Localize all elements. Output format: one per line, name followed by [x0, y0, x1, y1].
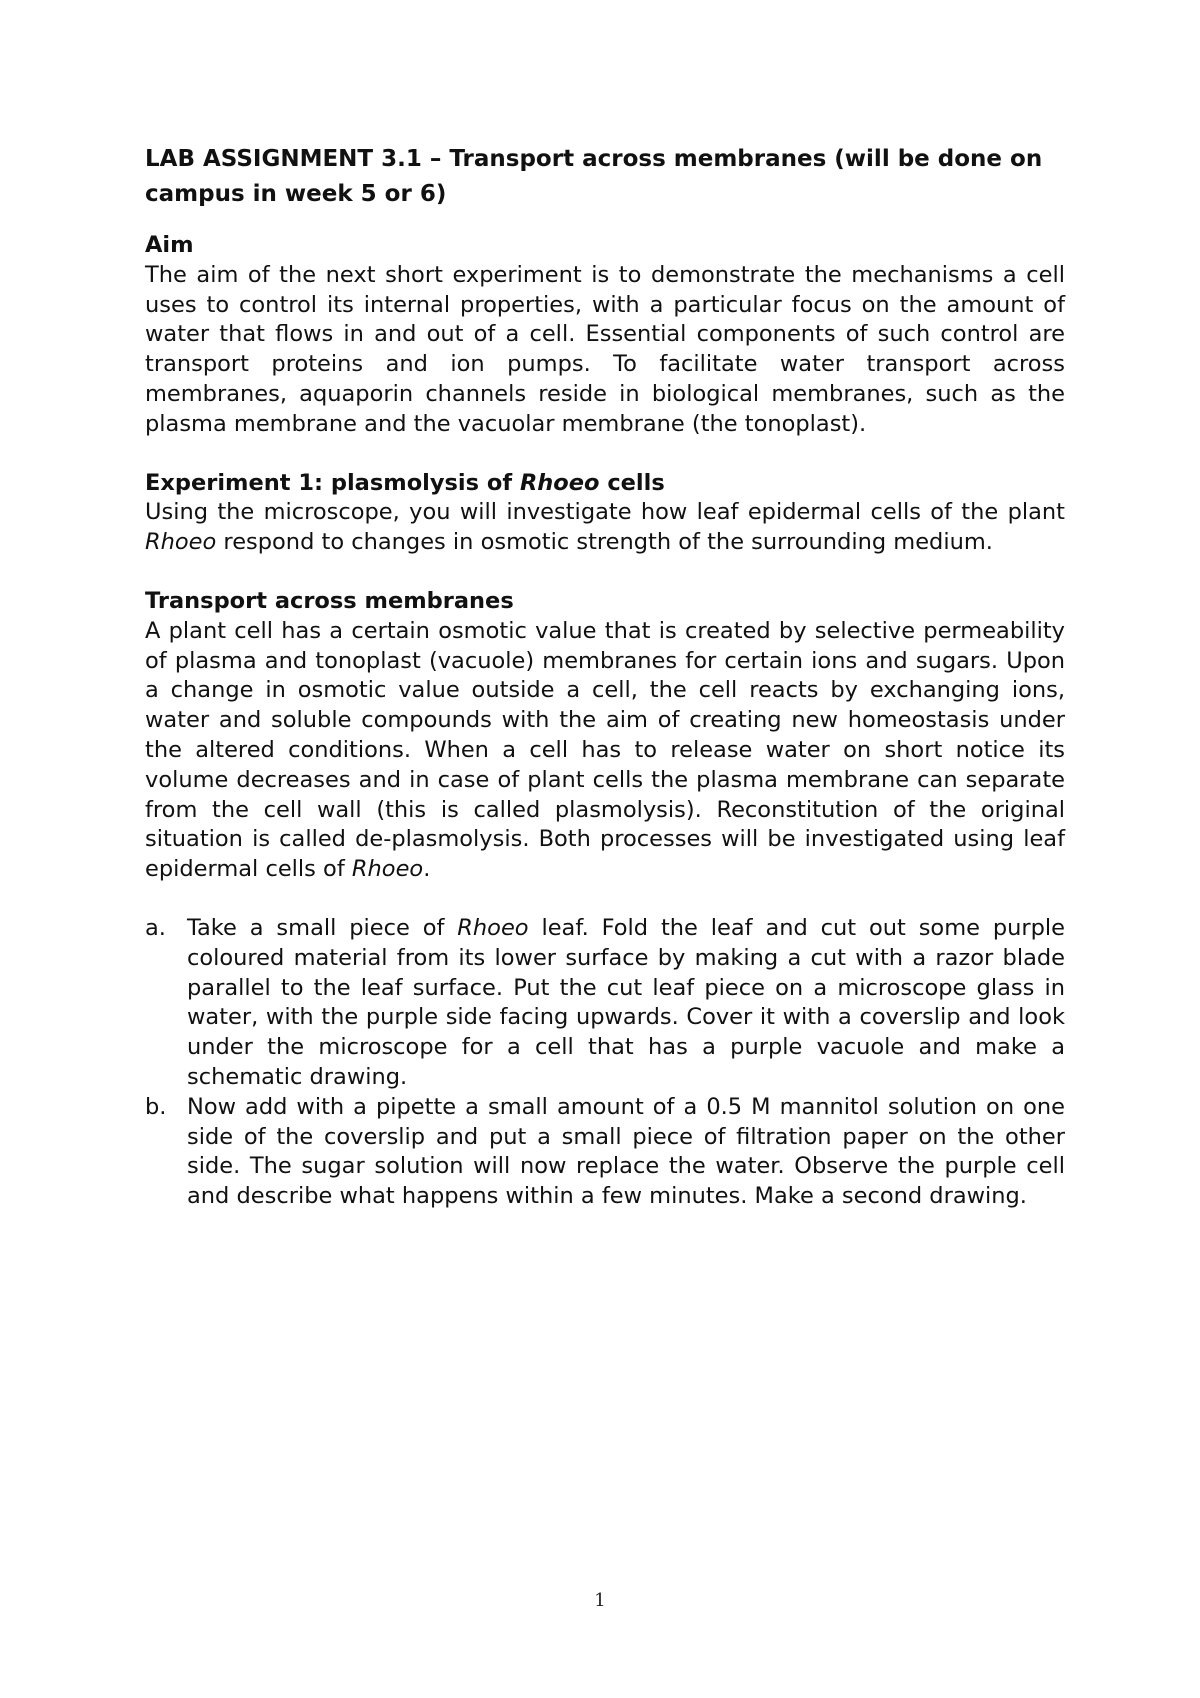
list-item	[145, 914, 1065, 1093]
experiment1-body-italic: Rhoeo	[145, 529, 217, 556]
step-b-text: Now add with a pipette a small amount of a 0.5 M mannitol solution on one side of the coverslip and put a small piece of filtration paper on the other side. The sugar solution will now replace the water. Observe the purple cell and describe what happens within a few minutes. Make a second drawing.	[187, 1093, 1065, 1210]
transport-body-after: .	[423, 856, 431, 883]
experiment1-body-after: respond to changes in osmotic strength of the surrounding medium.	[216, 529, 993, 556]
experiment1-heading-italic: Rhoeo	[519, 469, 600, 496]
aim-paragraph: The aim of the next short experiment is to demonstrate the mechanisms a cell uses to control its internal properties, with a particular focus on the amount of water that flows in and out of a cell. Essential components of such control are transport proteins and ion pumps. To facilitate water transport across membranes, aquaporin channels reside in biological membranes, such as the plasma membrane and the vacuolar membrane (the tonoplast).	[145, 261, 1065, 437]
list-marker: b.	[145, 1093, 167, 1120]
list-item	[145, 1093, 1065, 1212]
transport-heading: Transport across membranes	[145, 587, 514, 614]
procedure-list	[145, 914, 1065, 1212]
experiment1-body-before: Using the microscope, you will investigate how leaf epidermal cells of the plant	[145, 499, 1065, 526]
transport-paragraph	[145, 617, 1065, 885]
step-a-text-italic: Rhoeo	[457, 914, 529, 941]
step-a-text-before: Take a small piece of	[187, 914, 458, 941]
transport-body-before: A plant cell has a certain osmotic value that is created by selective permeability of plasma and tonoplast (vacuole) membranes for certain ions and sugars. Upon a change in osmotic value outside a cell, the cell reacts by exchanging ions, water and soluble compounds with the aim of creating new homeostasis under the altered conditions. When a cell has to release water on short notice its volume decreases and in case of plant cells the plasma membrane can separate from the cell wall (this is called plasmolysis). Reconstitution of the original situation is called de-plasmolysis. Both processes will be investigated using leaf epidermal cells of	[145, 617, 1065, 883]
page-number: 1	[594, 1590, 606, 1611]
document-body	[145, 142, 1065, 1212]
experiment1-heading-suffix: cells	[599, 469, 665, 496]
experiment1-paragraph	[145, 498, 1065, 558]
aim-heading: Aim	[145, 232, 194, 258]
list-marker: a.	[145, 914, 166, 941]
experiment1-heading	[145, 469, 1065, 499]
transport-body-italic: Rhoeo	[351, 856, 424, 883]
experiment1-heading-prefix: Experiment 1: plasmolysis of	[145, 469, 520, 496]
step-a-text-after: leaf. Fold the leaf and cut out some purple coloured material from its lower surface by making a cut with a razor blade parallel to the leaf surface. Put the cut leaf piece on a microscope glass in water, with the purple side facing upwards. Cover it with a coverslip and look under the microscope for a cell that has a purple vacuole and make a schematic drawing.	[187, 914, 1066, 1090]
document-title: LAB ASSIGNMENT 3.1 – Transport across membranes (will be done on campus in week 5 or 6)	[145, 146, 1043, 207]
